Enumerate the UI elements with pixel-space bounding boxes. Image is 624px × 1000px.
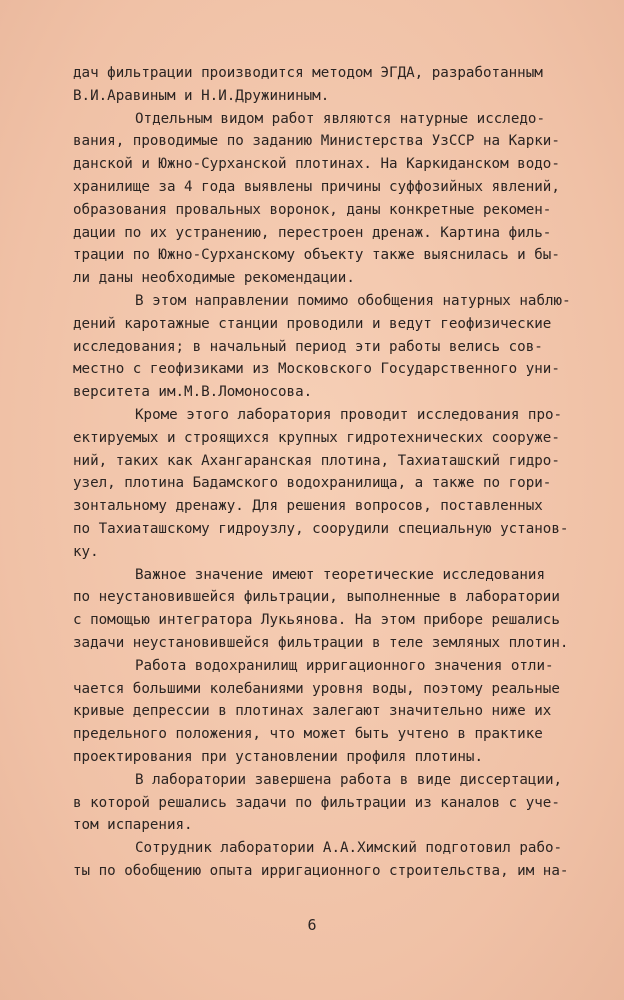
text-line: ку. bbox=[73, 543, 99, 560]
text-line: ектируемых и строящихся крупных гидротехнических сооруже- bbox=[73, 429, 560, 446]
text-line: дач фильтрации производится методом ЭГДА, разработанным bbox=[73, 65, 543, 81]
text-line: Сотрудник лаборатории А.А.Химский подготовил рабо- bbox=[135, 840, 563, 857]
text-line: дации по их устранению, перестроен дренаж. Картина филь- bbox=[73, 224, 552, 241]
text-line: ний, таких как Ахангаранская плотина, Тахиаташский гидро- bbox=[73, 452, 560, 469]
text-line: Важное значение имеют теоретические исследования bbox=[135, 566, 545, 583]
text-line: данской и Южно-Сурханской плотинах. На Каркиданском водо- bbox=[73, 156, 560, 173]
text-line: В этом направлении помимо обобщения натурных наблю- bbox=[135, 292, 571, 309]
text-line: верситета им.М.В.Ломоносова. bbox=[73, 384, 313, 401]
text-line: дений каротажные станции проводили и ведут геофизические bbox=[73, 315, 552, 332]
text-line: образования провальных воронок, даны конкретные рекомен- bbox=[73, 201, 552, 218]
text-line: В лаборатории завершена работа в виде диссертации, bbox=[135, 771, 563, 788]
text-line: зонтальному дренажу. Для решения вопросов, поставленных bbox=[73, 498, 543, 515]
text-line: хранилище за 4 года выявлены причины суффозийных явлений, bbox=[73, 178, 560, 195]
body-text bbox=[73, 62, 593, 883]
text-line: чается большими колебаниями уровня воды, поэтому реальные bbox=[73, 680, 560, 697]
text-line: предельного положения, что может быть учтено в практике bbox=[73, 726, 543, 743]
text-line: с помощью интегратора Лукьянова. На этом приборе решались bbox=[73, 612, 560, 629]
text-line: том испарения. bbox=[73, 817, 193, 834]
page-number: 6 bbox=[307, 916, 317, 934]
text-line: ли даны необходимые рекомендации. bbox=[73, 270, 355, 287]
text-line: местно с геофизиками из Московского Государственного уни- bbox=[73, 361, 560, 378]
text-line: Работа водохранилищ ирригационного значения отли- bbox=[135, 657, 554, 674]
text-line: задачи неустановившейся фильтрации в теле земляных плотин. bbox=[73, 634, 569, 651]
text-line: в которой решались задачи по фильтрации из каналов с уче- bbox=[73, 794, 560, 811]
text-line: исследования; в начальный период эти работы велись сов- bbox=[73, 338, 543, 355]
text-line: вания, проводимые по заданию Министерства УзССР на Карки- bbox=[73, 133, 560, 150]
text-line: В.И.Аравиным и Н.И.Дружининым. bbox=[73, 87, 330, 104]
text-line: кривые депрессии в плотинах залегают значительно ниже их bbox=[73, 703, 552, 720]
text-line: по Тахиаташскому гидроузлу, соорудили специальную установ- bbox=[73, 520, 569, 537]
text-line: Кроме этого лаборатория проводит исследования про- bbox=[135, 406, 563, 423]
text-line: ты по обобщению опыта ирригационного строительства, им на- bbox=[73, 862, 569, 879]
text-line: узел, плотина Бадамского водохранилища, а также по гори- bbox=[73, 475, 552, 492]
text-line: Отдельным видом работ являются натурные исследо- bbox=[135, 110, 545, 127]
text-line: по неустановившейся фильтрации, выполненные в лаборатории bbox=[73, 589, 560, 606]
text-line: проектирования при установлении профиля плотины. bbox=[73, 748, 483, 765]
text-line: трации по Южно-Сурханскому объекту также выяснилась и бы- bbox=[73, 247, 560, 264]
